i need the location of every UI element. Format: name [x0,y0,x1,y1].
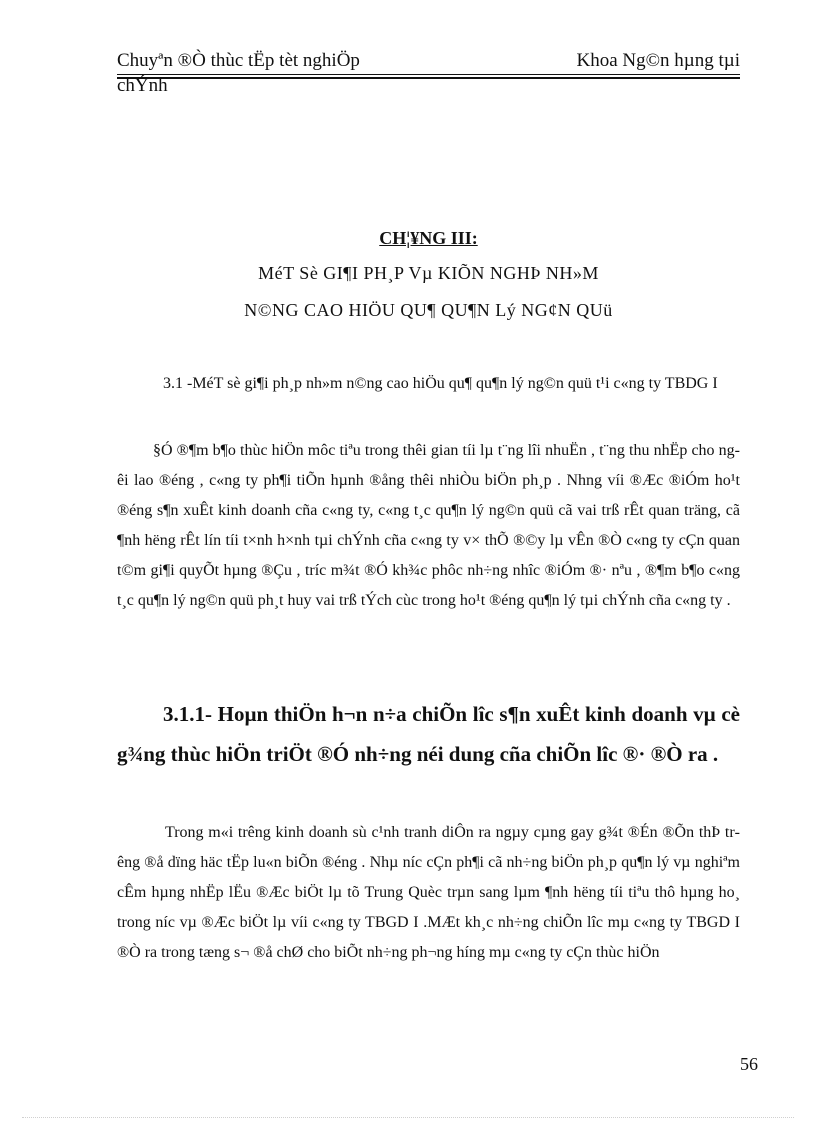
section-3-1-heading: 3.1 -MéT sè gi¶i ph¸p nh»m n©ng cao hiÖu qu¶ qu¶n lý ng©n quü t¹i c«ng ty TBDG I [163,375,718,392]
chapter-title: CH¦¥NG III: [379,228,478,248]
chapter-subtitle-line-2: N©NG CAO HIÖU QU¶ QU¶N Lý NG¢N QUü [244,300,613,320]
chapter-subtitle-line-1: MéT Sè GI¶I PH¸P Vµ KIÕN NGHÞ NH»M [258,263,599,283]
page-number: 56 [740,1054,758,1074]
paragraph-2: Trong m«i trêng kinh doanh sù c¹nh tranh diÔn ra ngµy cµng gay g¾t ®Én ®Õn thÞ trêng ®å dïng häc tËp lu«n biÕn ®éng . Nhµ níc cÇn ph¶i cã nh÷ng biÖn ph¸p qu¶n lý vµ nghiªm cÊm hµng nhËp lËu ®Æc biÖt lµ tõ Trung Quèc trµn sang lµm ¶nh hëng tíi tiªu thô hµng ho¸ trong níc vµ ®Æc biÖt lµ víi c«ng ty TBGD I .MÆt kh¸c nh÷ng chiÕn lîc mµ c«ng ty TBGD I ®Ò ra trong tæng s¬ ®å chØ cho biÕt nh÷ng ph¬ng híng mµ c«ng ty cÇn thùc hiÖn [117,824,740,961]
section-3-1-1-heading: 3.1.1- Hoµn thiÖn h¬n n÷a chiÕn lîc s¶n xuÊt kinh doanh vµ cè g¾ng thùc hiÖn triÖt ®Ó nh÷ng néi dung cña chiÕn lîc ®· ®Ò ra . [117,702,740,766]
page-bottom-divider [22,1117,794,1118]
header-left-title: Chuyªn ®Ò thùc tËp tèt nghiÖp [117,50,360,71]
header-rule-thick [117,77,740,79]
paragraph-1: §Ó ®¶m b¶o thùc hiÖn môc tiªu trong thêi gian tíi lµ t¨ng lîi nhuËn , t¨ng thu nhËp cho ngêi lao ®éng , c«ng ty ph¶i tiÕn hµnh ®ång thêi nhiÒu biÖn ph¸p . Nhng víi ®Æc ®iÓm ho¹t ®éng s¶n xuÊt kinh doanh cña c«ng ty, c«ng t¸c qu¶n lý ng©n quü cã vai trß rÊt quan träng, cã ¶nh hëng rÊt lín tíi t×nh h×nh tµi chÝnh cña c«ng ty v× thÕ ®©y lµ vÊn ®Ò c«ng ty cÇn quan t©m gi¶i quyÕt hµng ®Çu , tríc m¾t ®Ó kh¾c phôc nh÷ng nhîc ®iÓm ®· nªu , ®¶m b¶o c«ng t¸c qu¶n lý ng©n quü ph¸t huy vai trß tÝch cùc trong ho¹t ®éng qu¶n lý tµi chÝnh cña c«ng ty . [117,442,740,609]
header-rule-thin [117,74,740,75]
header-right-title: Khoa Ng©n hµng tµi [576,50,740,71]
header-continuation: chÝnh [117,75,168,96]
